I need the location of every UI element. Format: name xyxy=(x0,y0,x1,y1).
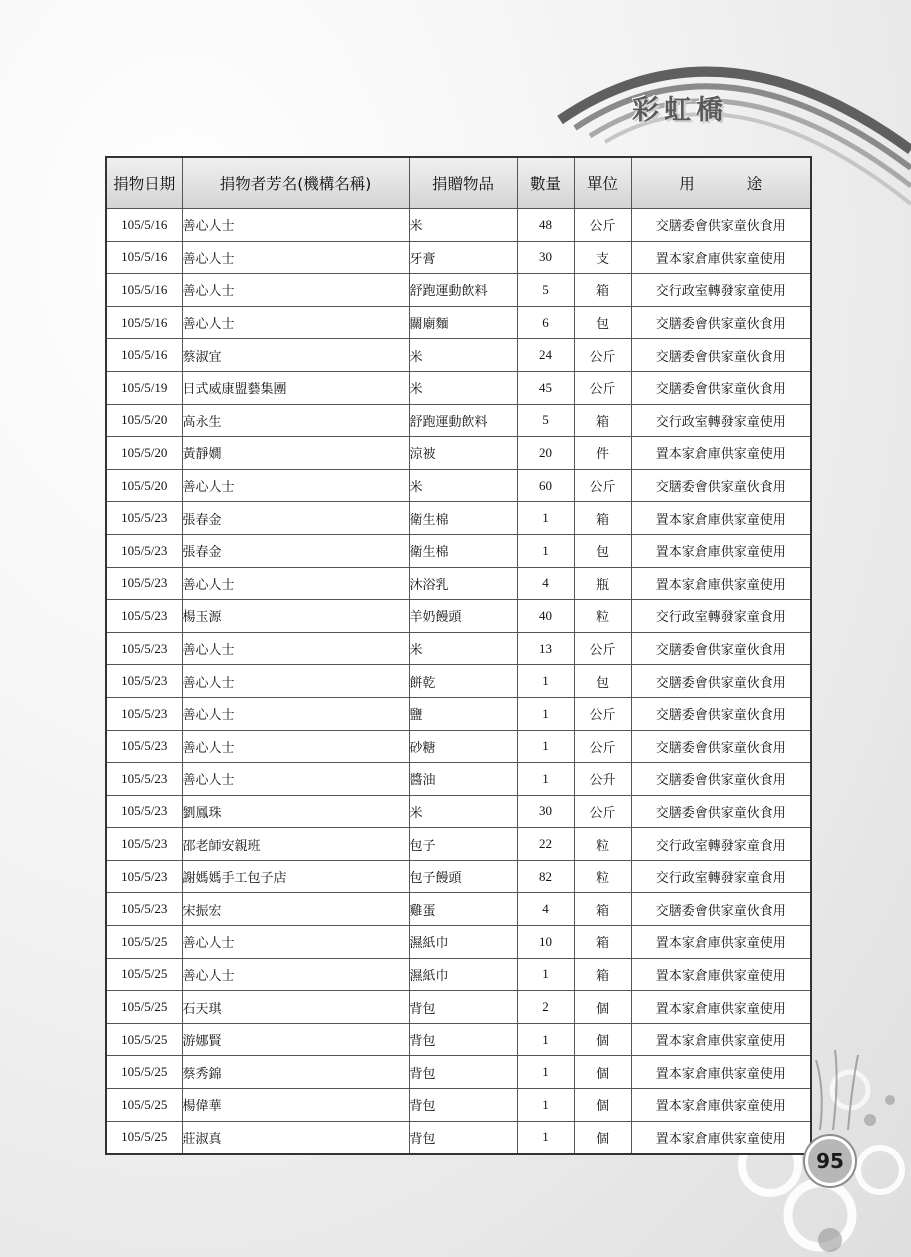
cell-qty: 30 xyxy=(517,241,574,274)
cell-unit: 公升 xyxy=(574,763,631,796)
cell-qty: 10 xyxy=(517,926,574,959)
cell-date: 105/5/25 xyxy=(106,991,182,1024)
table-row xyxy=(106,404,811,437)
cell-qty: 1 xyxy=(517,958,574,991)
cell-item: 包子饅頭 xyxy=(409,860,517,893)
cell-unit: 包 xyxy=(574,306,631,339)
table-body xyxy=(106,209,811,1155)
cell-item: 濕紙巾 xyxy=(409,958,517,991)
cell-donor: 善心人士 xyxy=(182,763,409,796)
cell-date: 105/5/23 xyxy=(106,763,182,796)
cell-unit: 公斤 xyxy=(574,469,631,502)
cell-date: 105/5/23 xyxy=(106,632,182,665)
cell-use: 置本家倉庫供家童使用 xyxy=(631,991,811,1024)
cell-qty: 1 xyxy=(517,665,574,698)
donation-table xyxy=(105,156,812,1155)
cell-item: 鹽 xyxy=(409,697,517,730)
cell-unit: 件 xyxy=(574,437,631,470)
cell-qty: 30 xyxy=(517,795,574,828)
table-row xyxy=(106,665,811,698)
cell-qty: 1 xyxy=(517,1056,574,1089)
cell-use: 交行政室轉發家童食用 xyxy=(631,828,811,861)
page-header-title: 彩虹橋 xyxy=(632,95,728,126)
cell-unit: 箱 xyxy=(574,926,631,959)
header-date: 捐物日期 xyxy=(106,157,182,209)
table-row xyxy=(106,828,811,861)
table-row xyxy=(106,371,811,404)
cell-item: 牙膏 xyxy=(409,241,517,274)
cell-unit: 包 xyxy=(574,534,631,567)
cell-date: 105/5/25 xyxy=(106,958,182,991)
cell-item: 包子 xyxy=(409,828,517,861)
cell-item: 米 xyxy=(409,339,517,372)
cell-use: 置本家倉庫供家童使用 xyxy=(631,926,811,959)
cell-donor: 善心人士 xyxy=(182,958,409,991)
cell-qty: 45 xyxy=(517,371,574,404)
table-row xyxy=(106,1023,811,1056)
cell-use: 交膳委會供家童伙食用 xyxy=(631,665,811,698)
cell-qty: 4 xyxy=(517,893,574,926)
cell-qty: 1 xyxy=(517,697,574,730)
cell-date: 105/5/23 xyxy=(106,730,182,763)
cell-unit: 包 xyxy=(574,665,631,698)
cell-date: 105/5/16 xyxy=(106,306,182,339)
cell-date: 105/5/25 xyxy=(106,1056,182,1089)
cell-unit: 支 xyxy=(574,241,631,274)
cell-date: 105/5/23 xyxy=(106,697,182,730)
table-row xyxy=(106,697,811,730)
cell-date: 105/5/23 xyxy=(106,893,182,926)
table-row xyxy=(106,274,811,307)
cell-date: 105/5/25 xyxy=(106,926,182,959)
cell-date: 105/5/23 xyxy=(106,502,182,535)
cell-unit: 個 xyxy=(574,1056,631,1089)
header-unit: 單位 xyxy=(574,157,631,209)
header-use-a: 用 xyxy=(679,175,695,193)
cell-donor: 石天琪 xyxy=(182,991,409,1024)
cell-qty: 4 xyxy=(517,567,574,600)
cell-date: 105/5/25 xyxy=(106,1121,182,1154)
cell-use: 置本家倉庫供家童使用 xyxy=(631,241,811,274)
cell-donor: 善心人士 xyxy=(182,306,409,339)
cell-unit: 箱 xyxy=(574,893,631,926)
cell-unit: 個 xyxy=(574,991,631,1024)
cell-item: 米 xyxy=(409,632,517,665)
cell-date: 105/5/16 xyxy=(106,339,182,372)
cell-use: 交膳委會供家童伙食用 xyxy=(631,339,811,372)
cell-donor: 善心人士 xyxy=(182,665,409,698)
cell-qty: 1 xyxy=(517,502,574,535)
table-row xyxy=(106,567,811,600)
cell-donor: 善心人士 xyxy=(182,567,409,600)
cell-item: 衛生棉 xyxy=(409,534,517,567)
table-row xyxy=(106,860,811,893)
cell-qty: 1 xyxy=(517,1121,574,1154)
cell-unit: 箱 xyxy=(574,274,631,307)
cell-use: 置本家倉庫供家童使用 xyxy=(631,567,811,600)
cell-item: 背包 xyxy=(409,1056,517,1089)
cell-item: 米 xyxy=(409,209,517,242)
cell-qty: 1 xyxy=(517,730,574,763)
table-row xyxy=(106,1056,811,1089)
cell-use: 交膳委會供家童伙食用 xyxy=(631,469,811,502)
table-row xyxy=(106,926,811,959)
cell-donor: 蔡秀錦 xyxy=(182,1056,409,1089)
cell-unit: 公斤 xyxy=(574,632,631,665)
cell-donor: 善心人士 xyxy=(182,274,409,307)
cell-date: 105/5/23 xyxy=(106,534,182,567)
table-header-row xyxy=(106,157,811,209)
grass-decoration-icon xyxy=(816,1050,858,1130)
cell-qty: 1 xyxy=(517,1023,574,1056)
cell-unit: 公斤 xyxy=(574,339,631,372)
cell-qty: 6 xyxy=(517,306,574,339)
cell-unit: 粒 xyxy=(574,828,631,861)
cell-unit: 箱 xyxy=(574,404,631,437)
cell-donor: 善心人士 xyxy=(182,469,409,502)
cell-date: 105/5/16 xyxy=(106,209,182,242)
cell-use: 交膳委會供家童伙食用 xyxy=(631,209,811,242)
table-row xyxy=(106,306,811,339)
cell-donor: 善心人士 xyxy=(182,632,409,665)
cell-item: 羊奶饅頭 xyxy=(409,600,517,633)
cell-donor: 劉鳳珠 xyxy=(182,795,409,828)
cell-qty: 82 xyxy=(517,860,574,893)
table-row xyxy=(106,1089,811,1122)
cell-use: 交行政室轉發家童食用 xyxy=(631,860,811,893)
cell-item: 背包 xyxy=(409,1089,517,1122)
cell-item: 米 xyxy=(409,469,517,502)
cell-donor: 善心人士 xyxy=(182,697,409,730)
cell-date: 105/5/20 xyxy=(106,437,182,470)
cell-unit: 個 xyxy=(574,1023,631,1056)
cell-unit: 個 xyxy=(574,1121,631,1154)
cell-use: 交膳委會供家童伙食用 xyxy=(631,795,811,828)
cell-date: 105/5/23 xyxy=(106,860,182,893)
cell-date: 105/5/16 xyxy=(106,274,182,307)
table-row xyxy=(106,795,811,828)
cell-unit: 粒 xyxy=(574,600,631,633)
cell-item: 米 xyxy=(409,795,517,828)
table-row xyxy=(106,893,811,926)
cell-item: 背包 xyxy=(409,1023,517,1056)
cell-use: 交膳委會供家童伙食用 xyxy=(631,306,811,339)
page-number: 95 xyxy=(805,1136,855,1186)
cell-qty: 5 xyxy=(517,274,574,307)
cell-use: 置本家倉庫供家童使用 xyxy=(631,1056,811,1089)
table-row xyxy=(106,991,811,1024)
cell-donor: 善心人士 xyxy=(182,209,409,242)
cell-item: 濕紙巾 xyxy=(409,926,517,959)
cell-item: 背包 xyxy=(409,991,517,1024)
cell-use: 置本家倉庫供家童使用 xyxy=(631,534,811,567)
cell-date: 105/5/25 xyxy=(106,1089,182,1122)
cell-item: 砂糖 xyxy=(409,730,517,763)
cell-qty: 22 xyxy=(517,828,574,861)
cell-unit: 個 xyxy=(574,1089,631,1122)
table-row xyxy=(106,730,811,763)
cell-date: 105/5/16 xyxy=(106,241,182,274)
cell-date: 105/5/20 xyxy=(106,404,182,437)
cell-item: 米 xyxy=(409,371,517,404)
cell-qty: 13 xyxy=(517,632,574,665)
cell-donor: 蔡淑宜 xyxy=(182,339,409,372)
header-use-b: 途 xyxy=(746,175,763,193)
cell-item: 沐浴乳 xyxy=(409,567,517,600)
cell-use: 置本家倉庫供家童使用 xyxy=(631,1023,811,1056)
cell-use: 交膳委會供家童伙食用 xyxy=(631,632,811,665)
cell-unit: 公斤 xyxy=(574,795,631,828)
table-row xyxy=(106,209,811,242)
table-row xyxy=(106,241,811,274)
table-row xyxy=(106,958,811,991)
cell-date: 105/5/19 xyxy=(106,371,182,404)
table-row xyxy=(106,502,811,535)
cell-item: 舒跑運動飲料 xyxy=(409,274,517,307)
cell-use: 交行政室轉發家童使用 xyxy=(631,274,811,307)
cell-qty: 1 xyxy=(517,1089,574,1122)
cell-date: 105/5/23 xyxy=(106,665,182,698)
cell-qty: 40 xyxy=(517,600,574,633)
cell-qty: 24 xyxy=(517,339,574,372)
table-row xyxy=(106,632,811,665)
cell-use: 交行政室轉發家童使用 xyxy=(631,404,811,437)
cell-use: 置本家倉庫供家童使用 xyxy=(631,1089,811,1122)
header-item: 捐贈物品 xyxy=(409,157,517,209)
cell-item: 舒跑運動飲料 xyxy=(409,404,517,437)
cell-donor: 善心人士 xyxy=(182,730,409,763)
cell-use: 交膳委會供家童伙食用 xyxy=(631,730,811,763)
cell-date: 105/5/25 xyxy=(106,1023,182,1056)
cell-item: 餅乾 xyxy=(409,665,517,698)
cell-donor: 張春金 xyxy=(182,534,409,567)
table-row xyxy=(106,469,811,502)
cell-item: 關廟麵 xyxy=(409,306,517,339)
cell-donor: 楊玉源 xyxy=(182,600,409,633)
cell-qty: 1 xyxy=(517,534,574,567)
cell-donor: 莊淑真 xyxy=(182,1121,409,1154)
cell-date: 105/5/23 xyxy=(106,795,182,828)
cell-donor: 游娜賢 xyxy=(182,1023,409,1056)
cell-use: 交膳委會供家童伙食用 xyxy=(631,371,811,404)
cell-date: 105/5/23 xyxy=(106,600,182,633)
cell-qty: 5 xyxy=(517,404,574,437)
cell-qty: 1 xyxy=(517,763,574,796)
cell-donor: 邵老師安親班 xyxy=(182,828,409,861)
cell-date: 105/5/23 xyxy=(106,828,182,861)
cell-use: 置本家倉庫供家童使用 xyxy=(631,502,811,535)
table-row xyxy=(106,534,811,567)
header-qty: 數量 xyxy=(517,157,574,209)
cell-donor: 高永生 xyxy=(182,404,409,437)
cell-unit: 公斤 xyxy=(574,209,631,242)
cell-unit: 箱 xyxy=(574,958,631,991)
table-row xyxy=(106,763,811,796)
cell-donor: 善心人士 xyxy=(182,241,409,274)
cell-use: 交膳委會供家童伙食用 xyxy=(631,763,811,796)
cell-donor: 宋振宏 xyxy=(182,893,409,926)
cell-item: 涼被 xyxy=(409,437,517,470)
cell-donor: 善心人士 xyxy=(182,926,409,959)
cell-use: 置本家倉庫供家童使用 xyxy=(631,1121,811,1154)
cell-use: 交膳委會供家童伙食用 xyxy=(631,893,811,926)
cell-unit: 公斤 xyxy=(574,730,631,763)
cell-item: 衛生棉 xyxy=(409,502,517,535)
cell-date: 105/5/23 xyxy=(106,567,182,600)
cell-item: 背包 xyxy=(409,1121,517,1154)
cell-unit: 公斤 xyxy=(574,697,631,730)
cell-unit: 粒 xyxy=(574,860,631,893)
cell-donor: 張春金 xyxy=(182,502,409,535)
cell-unit: 公斤 xyxy=(574,371,631,404)
cell-use: 交膳委會供家童伙食用 xyxy=(631,697,811,730)
cell-qty: 60 xyxy=(517,469,574,502)
cell-use: 交行政室轉發家童食用 xyxy=(631,600,811,633)
cell-donor: 楊偉華 xyxy=(182,1089,409,1122)
header-donor: 捐物者芳名(機構名稱) xyxy=(182,157,409,209)
header-use xyxy=(631,157,811,209)
table-row xyxy=(106,1121,811,1154)
cell-item: 醬油 xyxy=(409,763,517,796)
cell-qty: 48 xyxy=(517,209,574,242)
table-row xyxy=(106,437,811,470)
cell-use: 置本家倉庫供家童使用 xyxy=(631,958,811,991)
cell-use: 置本家倉庫供家童使用 xyxy=(631,437,811,470)
cell-donor: 黃靜嫺 xyxy=(182,437,409,470)
cell-item: 雞蛋 xyxy=(409,893,517,926)
cell-donor: 謝媽媽手工包子店 xyxy=(182,860,409,893)
cell-qty: 20 xyxy=(517,437,574,470)
cell-unit: 瓶 xyxy=(574,567,631,600)
cell-qty: 2 xyxy=(517,991,574,1024)
table-row xyxy=(106,339,811,372)
cell-unit: 箱 xyxy=(574,502,631,535)
cell-date: 105/5/20 xyxy=(106,469,182,502)
table-row xyxy=(106,600,811,633)
cell-donor: 日式威康盟藝集團 xyxy=(182,371,409,404)
